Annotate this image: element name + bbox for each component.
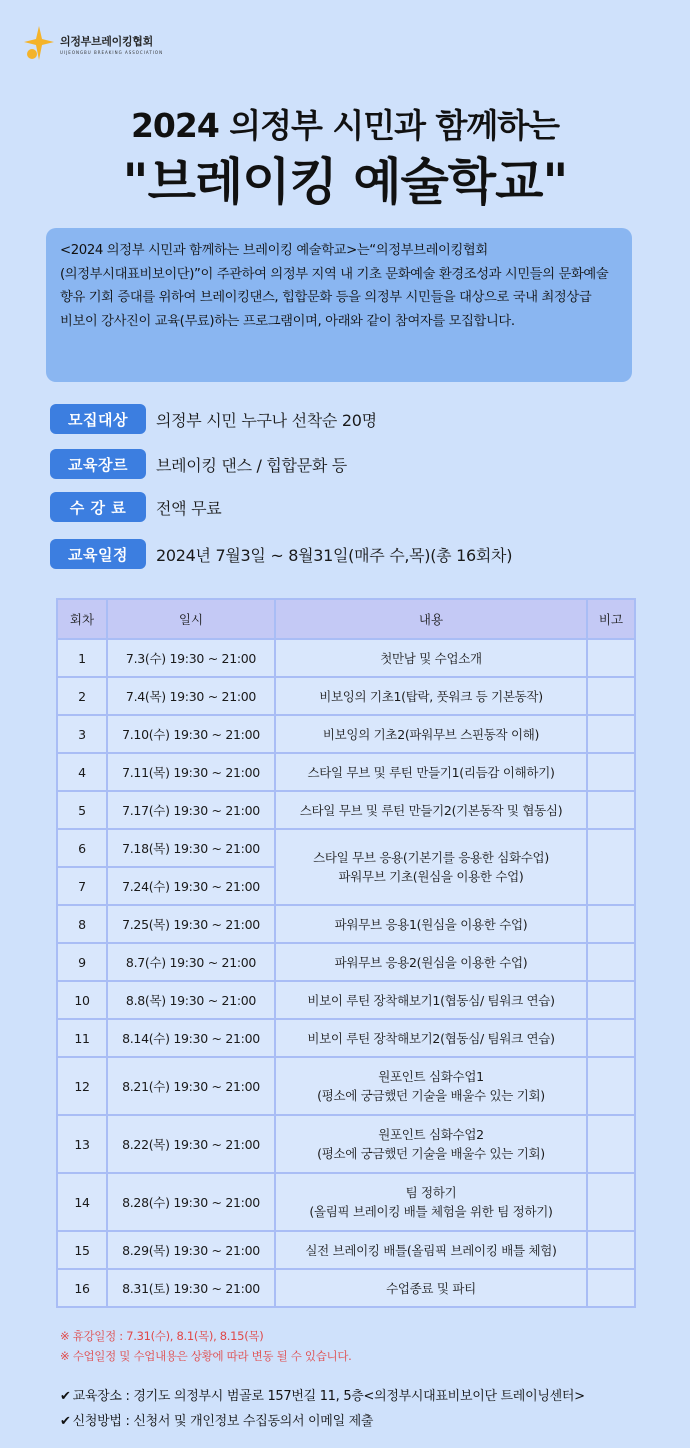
info-row-genre (50, 449, 347, 479)
session-number: 15 (57, 1231, 107, 1269)
table-row (57, 1019, 635, 1057)
session-content (275, 1057, 587, 1115)
header-content: 내용 (275, 599, 587, 639)
note-change-notice: ※ 수업일정 및 수업내용은 상황에 따라 변동 될 수 있습니다. (60, 1349, 352, 1363)
notes (60, 1326, 352, 1366)
session-content (275, 829, 587, 905)
logo-subtitle: UIJEONGBU BREAKING ASSOCIATION (60, 50, 164, 55)
session-datetime: 7.18(목) 19:30 ~ 21:00 (107, 829, 275, 867)
table-row (57, 753, 635, 791)
session-remarks (587, 1019, 635, 1057)
table-row (57, 1173, 635, 1231)
session-remarks (587, 639, 635, 677)
table-header-row (57, 599, 635, 639)
table-row (57, 981, 635, 1019)
session-number: 16 (57, 1269, 107, 1307)
checkmark-icon: ✔ (60, 1389, 71, 1404)
info-row-target (50, 404, 377, 434)
session-content: 비보잉의 기초1(탑락, 풋워크 등 기본동작) (275, 677, 587, 715)
info-value: 2024년 7월3일 ~ 8월31일(매주 수,목)(총 16회차) (156, 545, 513, 565)
content-line: 원포인트 심화수업1 (378, 1069, 484, 1084)
logo-name: 의정부브레이킹협회 (60, 35, 153, 48)
info-value: 전액 무료 (156, 498, 222, 518)
info-row-schedule (50, 539, 512, 569)
session-remarks (587, 981, 635, 1019)
session-content: 수업종료 및 파티 (275, 1269, 587, 1307)
session-number: 2 (57, 677, 107, 715)
session-datetime: 8.8(목) 19:30 ~ 21:00 (107, 981, 275, 1019)
session-datetime: 8.21(수) 19:30 ~ 21:00 (107, 1057, 275, 1115)
session-number: 3 (57, 715, 107, 753)
session-datetime: 8.7(수) 19:30 ~ 21:00 (107, 943, 275, 981)
session-number: 14 (57, 1173, 107, 1231)
info-row-fee (50, 492, 221, 522)
session-datetime: 8.29(목) 19:30 ~ 21:00 (107, 1231, 275, 1269)
session-datetime: 7.10(수) 19:30 ~ 21:00 (107, 715, 275, 753)
contact-info (60, 1384, 585, 1434)
session-number: 8 (57, 905, 107, 943)
header-datetime: 일시 (107, 599, 275, 639)
session-content: 비보잉의 기초2(파워무브 스핀동작 이해) (275, 715, 587, 753)
session-number: 11 (57, 1019, 107, 1057)
association-logo (24, 24, 163, 64)
session-remarks (587, 715, 635, 753)
content-line: (평소에 궁금했던 기술을 배울수 있는 기회) (317, 1088, 545, 1103)
session-number: 6 (57, 829, 107, 867)
table-row (57, 1269, 635, 1307)
session-datetime: 8.22(목) 19:30 ~ 21:00 (107, 1115, 275, 1173)
session-number: 12 (57, 1057, 107, 1115)
header-remarks: 비고 (587, 599, 635, 639)
star-logo-icon (24, 24, 54, 64)
session-content: 파워무브 응용1(원심을 이용한 수업) (275, 905, 587, 943)
session-remarks (587, 753, 635, 791)
session-datetime: 7.24(수) 19:30 ~ 21:00 (107, 867, 275, 905)
table-row (57, 1057, 635, 1115)
info-label: 교육장르 (50, 449, 146, 479)
content-line: 원포인트 심화수업2 (378, 1127, 484, 1142)
session-remarks (587, 829, 635, 905)
session-remarks (587, 1057, 635, 1115)
venue-text: 교육장소 : 경기도 의정부시 범골로 157번길 11, 5층<의정부시대표비보이단 트레이닝센터> (72, 1389, 585, 1404)
info-label: 교육일정 (50, 539, 146, 569)
session-datetime: 7.25(목) 19:30 ~ 21:00 (107, 905, 275, 943)
info-label: 수 강 료 (50, 492, 146, 522)
table-row (57, 639, 635, 677)
content-line: 팀 정하기 (405, 1185, 457, 1200)
session-remarks (587, 1173, 635, 1231)
content-line: (올림픽 브레이킹 배틀 체험을 위한 팀 정하기) (309, 1204, 553, 1219)
session-remarks (587, 1269, 635, 1307)
session-content: 비보이 루틴 장착해보기1(협동심/ 팀워크 연습) (275, 981, 587, 1019)
page-title-line1: 2024 의정부 시민과 함께하는 (130, 106, 560, 145)
info-value: 의정부 시민 누구나 선착순 20명 (156, 410, 377, 430)
checkmark-icon: ✔ (60, 1414, 71, 1429)
info-value: 브레이킹 댄스 / 힙합문화 등 (156, 455, 347, 475)
session-remarks (587, 1115, 635, 1173)
session-number: 4 (57, 753, 107, 791)
content-line: 스타일 무브 응용(기본기를 응용한 심화수업) (313, 850, 549, 865)
venue-line (60, 1384, 585, 1409)
session-datetime: 7.17(수) 19:30 ~ 21:00 (107, 791, 275, 829)
content-line: (평소에 궁금했던 기술을 배울수 있는 기회) (317, 1146, 545, 1161)
session-number: 10 (57, 981, 107, 1019)
session-number: 5 (57, 791, 107, 829)
table-row (57, 677, 635, 715)
session-number: 7 (57, 867, 107, 905)
session-remarks (587, 905, 635, 943)
table-row (57, 791, 635, 829)
table-row (57, 1231, 635, 1269)
session-remarks (587, 791, 635, 829)
page-title-line2: "브레이킹 예술학교" (122, 153, 568, 211)
session-content: 비보이 루틴 장착해보기2(협동심/ 팀워크 연습) (275, 1019, 587, 1057)
session-content: 첫만남 및 수업소개 (275, 639, 587, 677)
session-content: 실전 브레이킹 배틀(올림픽 브레이킹 배틀 체험) (275, 1231, 587, 1269)
table-row (57, 829, 635, 867)
session-datetime: 7.3(수) 19:30 ~ 21:00 (107, 639, 275, 677)
session-content: 파워무브 응용2(원심을 이용한 수업) (275, 943, 587, 981)
note-break-schedule: ※ 휴강일정 : 7.31(수), 8.1(목), 8.15(목) (60, 1329, 264, 1343)
session-remarks (587, 677, 635, 715)
session-datetime: 8.14(수) 19:30 ~ 21:00 (107, 1019, 275, 1057)
table-row (57, 905, 635, 943)
table-row (57, 943, 635, 981)
session-datetime: 8.31(토) 19:30 ~ 21:00 (107, 1269, 275, 1307)
session-content: 스타일 무브 및 루틴 만들기1(리듬감 이해하기) (275, 753, 587, 791)
session-number: 1 (57, 639, 107, 677)
session-number: 13 (57, 1115, 107, 1173)
session-datetime: 8.28(수) 19:30 ~ 21:00 (107, 1173, 275, 1231)
table-row (57, 715, 635, 753)
session-datetime: 7.11(목) 19:30 ~ 21:00 (107, 753, 275, 791)
info-label: 모집대상 (50, 404, 146, 434)
application-line (60, 1409, 585, 1434)
session-number: 9 (57, 943, 107, 981)
session-content: 스타일 무브 및 루틴 만들기2(기본동작 및 협동심) (275, 791, 587, 829)
session-datetime: 7.4(목) 19:30 ~ 21:00 (107, 677, 275, 715)
application-text: 신청방법 : 신청서 및 개인정보 수집동의서 이메일 제출 (72, 1414, 374, 1429)
session-remarks (587, 943, 635, 981)
session-remarks (587, 1231, 635, 1269)
intro-text: <2024 의정부 시민과 함께하는 브레이킹 예술학교>는“의정부브레이킹협회(의정부시대표비보이단)”이 주관하여 의정부 지역 내 기초 문화예술 환경조성과 시민들의 문화예술 향유 기회 증대를 위하여 브레이킹댄스, 힙합문화 등을 의정부 시민들을 대상으로 국내 최정상급 비보이 강사진이 교육(무료)하는 프로그램이며, 아래와 같이 참여자를 모집합니다. (46, 228, 632, 382)
session-content (275, 1115, 587, 1173)
table-row (57, 1115, 635, 1173)
header-session: 회차 (57, 599, 107, 639)
session-content (275, 1173, 587, 1231)
schedule-table (56, 598, 636, 1308)
content-line: 파워무브 기초(원심을 이용한 수업) (338, 869, 524, 884)
